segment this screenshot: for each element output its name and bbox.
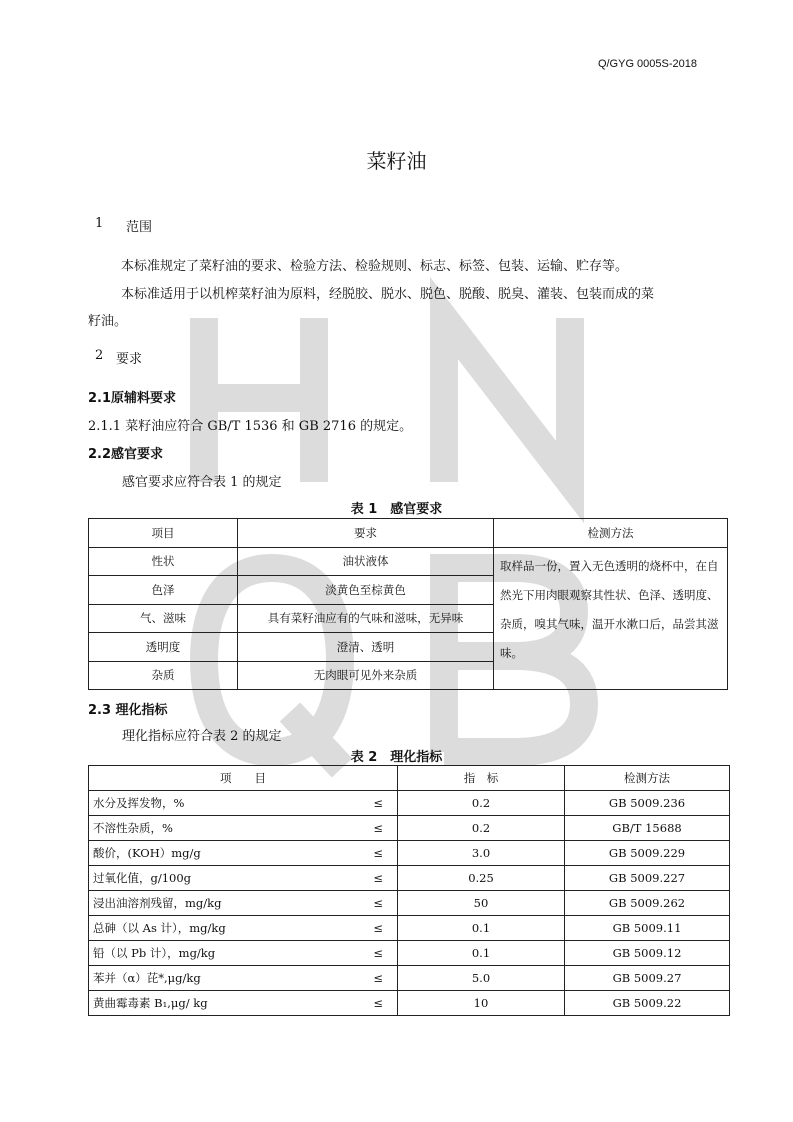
comparator-cell: ≤ [337, 841, 398, 866]
item-cell: 苯并（α）芘*,μg/kg [89, 966, 338, 991]
table-row [89, 866, 730, 891]
item-cell: 透明度 [89, 633, 238, 662]
comparator-cell: ≤ [337, 816, 398, 841]
requirement-cell: 澄清、透明 [238, 633, 494, 662]
comparator-cell: ≤ [337, 941, 398, 966]
limit-cell: 0.1 [398, 941, 565, 966]
method-cell: GB 5009.27 [565, 966, 730, 991]
item-cell: 过氧化值，g/100g [89, 866, 338, 891]
section-2-3-heading: 2.3 理化指标 [88, 703, 168, 718]
comparator-cell: ≤ [337, 866, 398, 891]
table-row [89, 841, 730, 866]
table-row [89, 547, 728, 576]
limit-cell: 0.1 [398, 916, 565, 941]
table-2-caption: 表 2 理化指标 [350, 750, 443, 765]
requirement-cell: 具有菜籽油应有的气味和滋味，无异味 [238, 604, 494, 633]
method-cell: 取样品一份，置入无色透明的烧杯中，在自然光下用肉眼观察其性状、色泽、透明度、杂质，嗅其气味，温开水漱口后，品尝其滋味。 [494, 547, 728, 690]
method-cell: GB 5009.12 [565, 941, 730, 966]
item-cell: 浸出油溶剂残留，mg/kg [89, 891, 338, 916]
watermark-letter-h [204, 318, 314, 482]
limit-cell: 5.0 [398, 966, 565, 991]
table-row [89, 791, 730, 816]
section-2-2-text: 感官要求应符合表 1 的规定 [122, 475, 282, 490]
header-cell: 检测方法 [565, 766, 730, 791]
header-cell: 要求 [238, 519, 494, 548]
sensory-table [88, 518, 728, 690]
limit-cell: 10 [398, 991, 565, 1016]
table-1-caption: 表 1 感官要求 [350, 502, 443, 517]
physicochemical-table [88, 765, 730, 1016]
section-2-1-heading: 2.1原辅料要求 [88, 391, 177, 406]
item-cell: 气、滋味 [89, 604, 238, 633]
comparator-cell: ≤ [337, 966, 398, 991]
item-cell: 杂质 [89, 661, 238, 690]
limit-cell: 0.25 [398, 866, 565, 891]
section-2-number: 2 [95, 348, 104, 363]
table-row [89, 916, 730, 941]
item-cell: 黄曲霉毒素 B₁,μg/ kg [89, 991, 338, 1016]
limit-cell: 3.0 [398, 841, 565, 866]
section-2-1-1: 2.1.1 菜籽油应符合 GB/T 1536 和 GB 2716 的规定。 [88, 419, 413, 434]
method-cell: GB/T 15688 [565, 816, 730, 841]
method-cell: GB 5009.22 [565, 991, 730, 1016]
comparator-cell: ≤ [337, 916, 398, 941]
section-1-title: 范围 [126, 220, 153, 235]
section-1-number: 1 [95, 216, 104, 231]
standard-code: Q/GYG 0005S-2018 [597, 58, 697, 70]
header-cell: 项目 [89, 519, 238, 548]
requirement-cell: 淡黄色至棕黄色 [238, 576, 494, 605]
header-cell: 项 目 [89, 766, 398, 791]
scope-paragraph-2-cont: 籽油。 [88, 314, 128, 329]
item-cell: 总砷（以 As 计），mg/kg [89, 916, 338, 941]
item-cell: 铅（以 Pb 计），mg/kg [89, 941, 338, 966]
requirement-cell: 无肉眼可见外来杂质 [238, 661, 494, 690]
item-cell: 色泽 [89, 576, 238, 605]
comparator-cell: ≤ [337, 791, 398, 816]
page-title: 菜籽油 [366, 149, 427, 173]
method-cell: GB 5009.262 [565, 891, 730, 916]
limit-cell: 0.2 [398, 816, 565, 841]
table-row [89, 891, 730, 916]
header-cell: 检测方法 [494, 519, 728, 548]
watermark-letter-n [444, 318, 570, 482]
limit-cell: 50 [398, 891, 565, 916]
method-cell: GB 5009.227 [565, 866, 730, 891]
comparator-cell: ≤ [337, 991, 398, 1016]
table-row [89, 966, 730, 991]
table-row [89, 991, 730, 1016]
table-row [89, 816, 730, 841]
table-row [89, 941, 730, 966]
item-cell: 不溶性杂质，% [89, 816, 338, 841]
limit-cell: 0.2 [398, 791, 565, 816]
method-cell: GB 5009.229 [565, 841, 730, 866]
section-2-3-text: 理化指标应符合表 2 的规定 [122, 729, 282, 744]
method-cell: GB 5009.236 [565, 791, 730, 816]
item-cell: 酸价，(KOH）mg/g [89, 841, 338, 866]
item-cell: 水分及挥发物，% [89, 791, 338, 816]
item-cell: 性状 [89, 547, 238, 576]
header-cell: 指 标 [398, 766, 565, 791]
table-header-row [89, 519, 728, 548]
comparator-cell: ≤ [337, 891, 398, 916]
scope-paragraph-2: 本标准适用于以机榨菜籽油为原料，经脱胶、脱水、脱色、脱酸、脱臭、灌装、包装而成的菜 [121, 287, 655, 302]
method-cell: GB 5009.11 [565, 916, 730, 941]
section-2-2-heading: 2.2感官要求 [88, 447, 164, 462]
requirement-cell: 油状液体 [238, 547, 494, 576]
scope-paragraph-1: 本标准规定了菜籽油的要求、检验方法、检验规则、标志、标签、包装、运输、贮存等。 [121, 259, 629, 274]
section-2-title: 要求 [116, 352, 143, 367]
table-header-row [89, 766, 730, 791]
